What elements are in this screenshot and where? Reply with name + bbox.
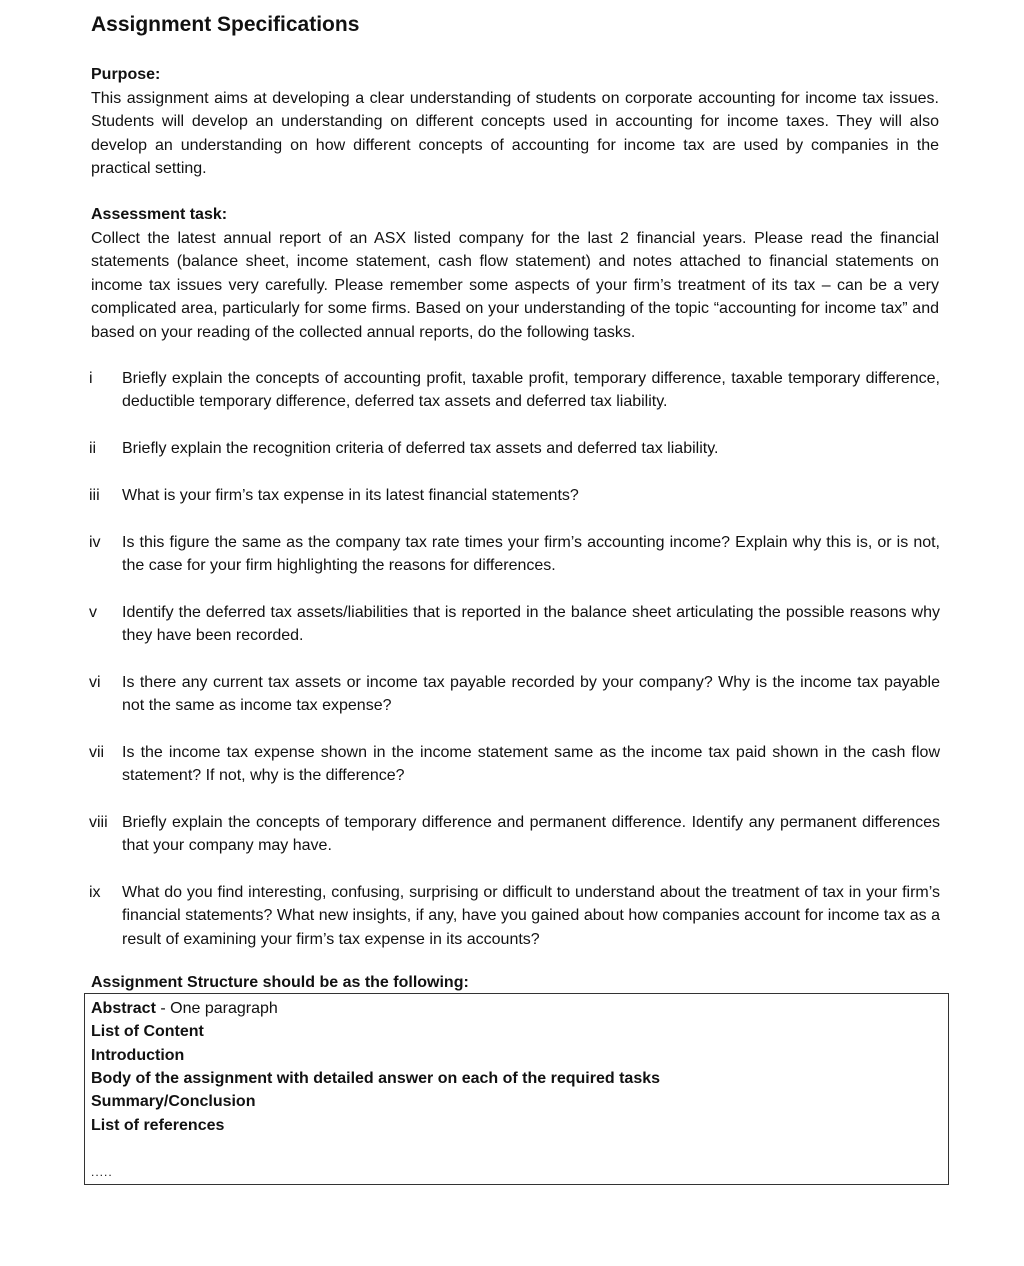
task-number: vii [89,744,105,761]
structure-abstract [91,997,278,1020]
task-item-ix [80,881,940,951]
structure-item: List of Content [91,1023,204,1040]
structure-item: List of references [91,1117,225,1134]
task-item-ii [80,437,940,460]
task-number: iii [89,487,100,504]
abstract-label: Abstract [91,1000,156,1017]
task-number: vi [89,674,101,691]
structure-heading: Assignment Structure should be as the following: [91,974,469,991]
task-number: i [89,370,93,387]
assessment-heading: Assessment task: [91,206,228,223]
assessment-text: Collect the latest annual report of an ASX listed company for the last 2 financial years. Please read the financial statements (balance sheet, income statement, cash flow statement) and notes attached to financial statements on income tax issues very carefully. Please remember some aspects of your firm’s treatment of its tax – can be a very complicated area, particularly for some firms. Based on your understanding of the topic “accounting for income tax” and based on your reading of the collected annual reports, do the following tasks. [91,230,939,341]
task-number: v [89,604,97,621]
task-item-viii [80,811,940,858]
task-number: iv [89,534,101,551]
structure-item: Body of the assignment with detailed answer on each of the required tasks [91,1070,661,1087]
task-text: What is your firm’s tax expense in its latest financial statements? [122,487,579,504]
structure-ellipsis: ..... [91,1165,113,1179]
task-text: Briefly explain the recognition criteria of deferred tax assets and deferred tax liability. [122,440,719,457]
task-text: Briefly explain the concepts of temporary difference and permanent difference. Identify any permanent differences that your company may have. [122,814,940,855]
page-title: Assignment Specifications [91,13,360,36]
task-text: What do you find interesting, confusing, surprising or difficult to understand about the treatment of tax in your firm’s financial statements? What new insights, if any, have you gained about how companies account for income tax as a result of examining your firm’s tax expense in its accounts? [122,884,940,948]
purpose-text: This assignment aims at developing a clear understanding of students on corporate accounting for income tax issues. Students will develop an understanding on different concepts used in accounting for income taxes. They will also develop an understanding on how different concepts of accounting for income tax are used by companies in the practical setting. [91,90,939,178]
structure-item: Introduction [91,1047,185,1064]
task-item-iv [80,531,940,578]
task-item-vi [80,671,940,718]
task-text: Is there any current tax assets or income tax payable recorded by your company? Why is the income tax payable not the same as income tax expense? [122,674,940,715]
task-item-vii [80,741,940,788]
task-item-v [80,601,940,648]
task-text: Identify the deferred tax assets/liabilities that is reported in the balance sheet articulating the possible reasons why they have been recorded. [122,604,940,645]
task-number: viii [89,814,108,831]
task-text: Is this figure the same as the company tax rate times your firm’s accounting income? Explain why this is, or is not, the case for your firm highlighting the reasons for differences. [122,534,940,575]
structure-item: Summary/Conclusion [91,1093,256,1110]
task-number: ii [89,440,97,457]
task-item-i [80,367,940,414]
task-item-iii [80,484,940,507]
task-number: ix [89,884,101,901]
purpose-heading: Purpose: [91,66,161,83]
task-text: Is the income tax expense shown in the income statement same as the income tax paid shown in the cash flow statement? If not, why is the difference? [122,744,940,785]
task-text: Briefly explain the concepts of accounting profit, taxable profit, temporary difference, taxable temporary difference, deductible temporary difference, deferred tax assets and deferred tax liability. [122,370,940,411]
abstract-note: - One paragraph [155,1000,278,1017]
